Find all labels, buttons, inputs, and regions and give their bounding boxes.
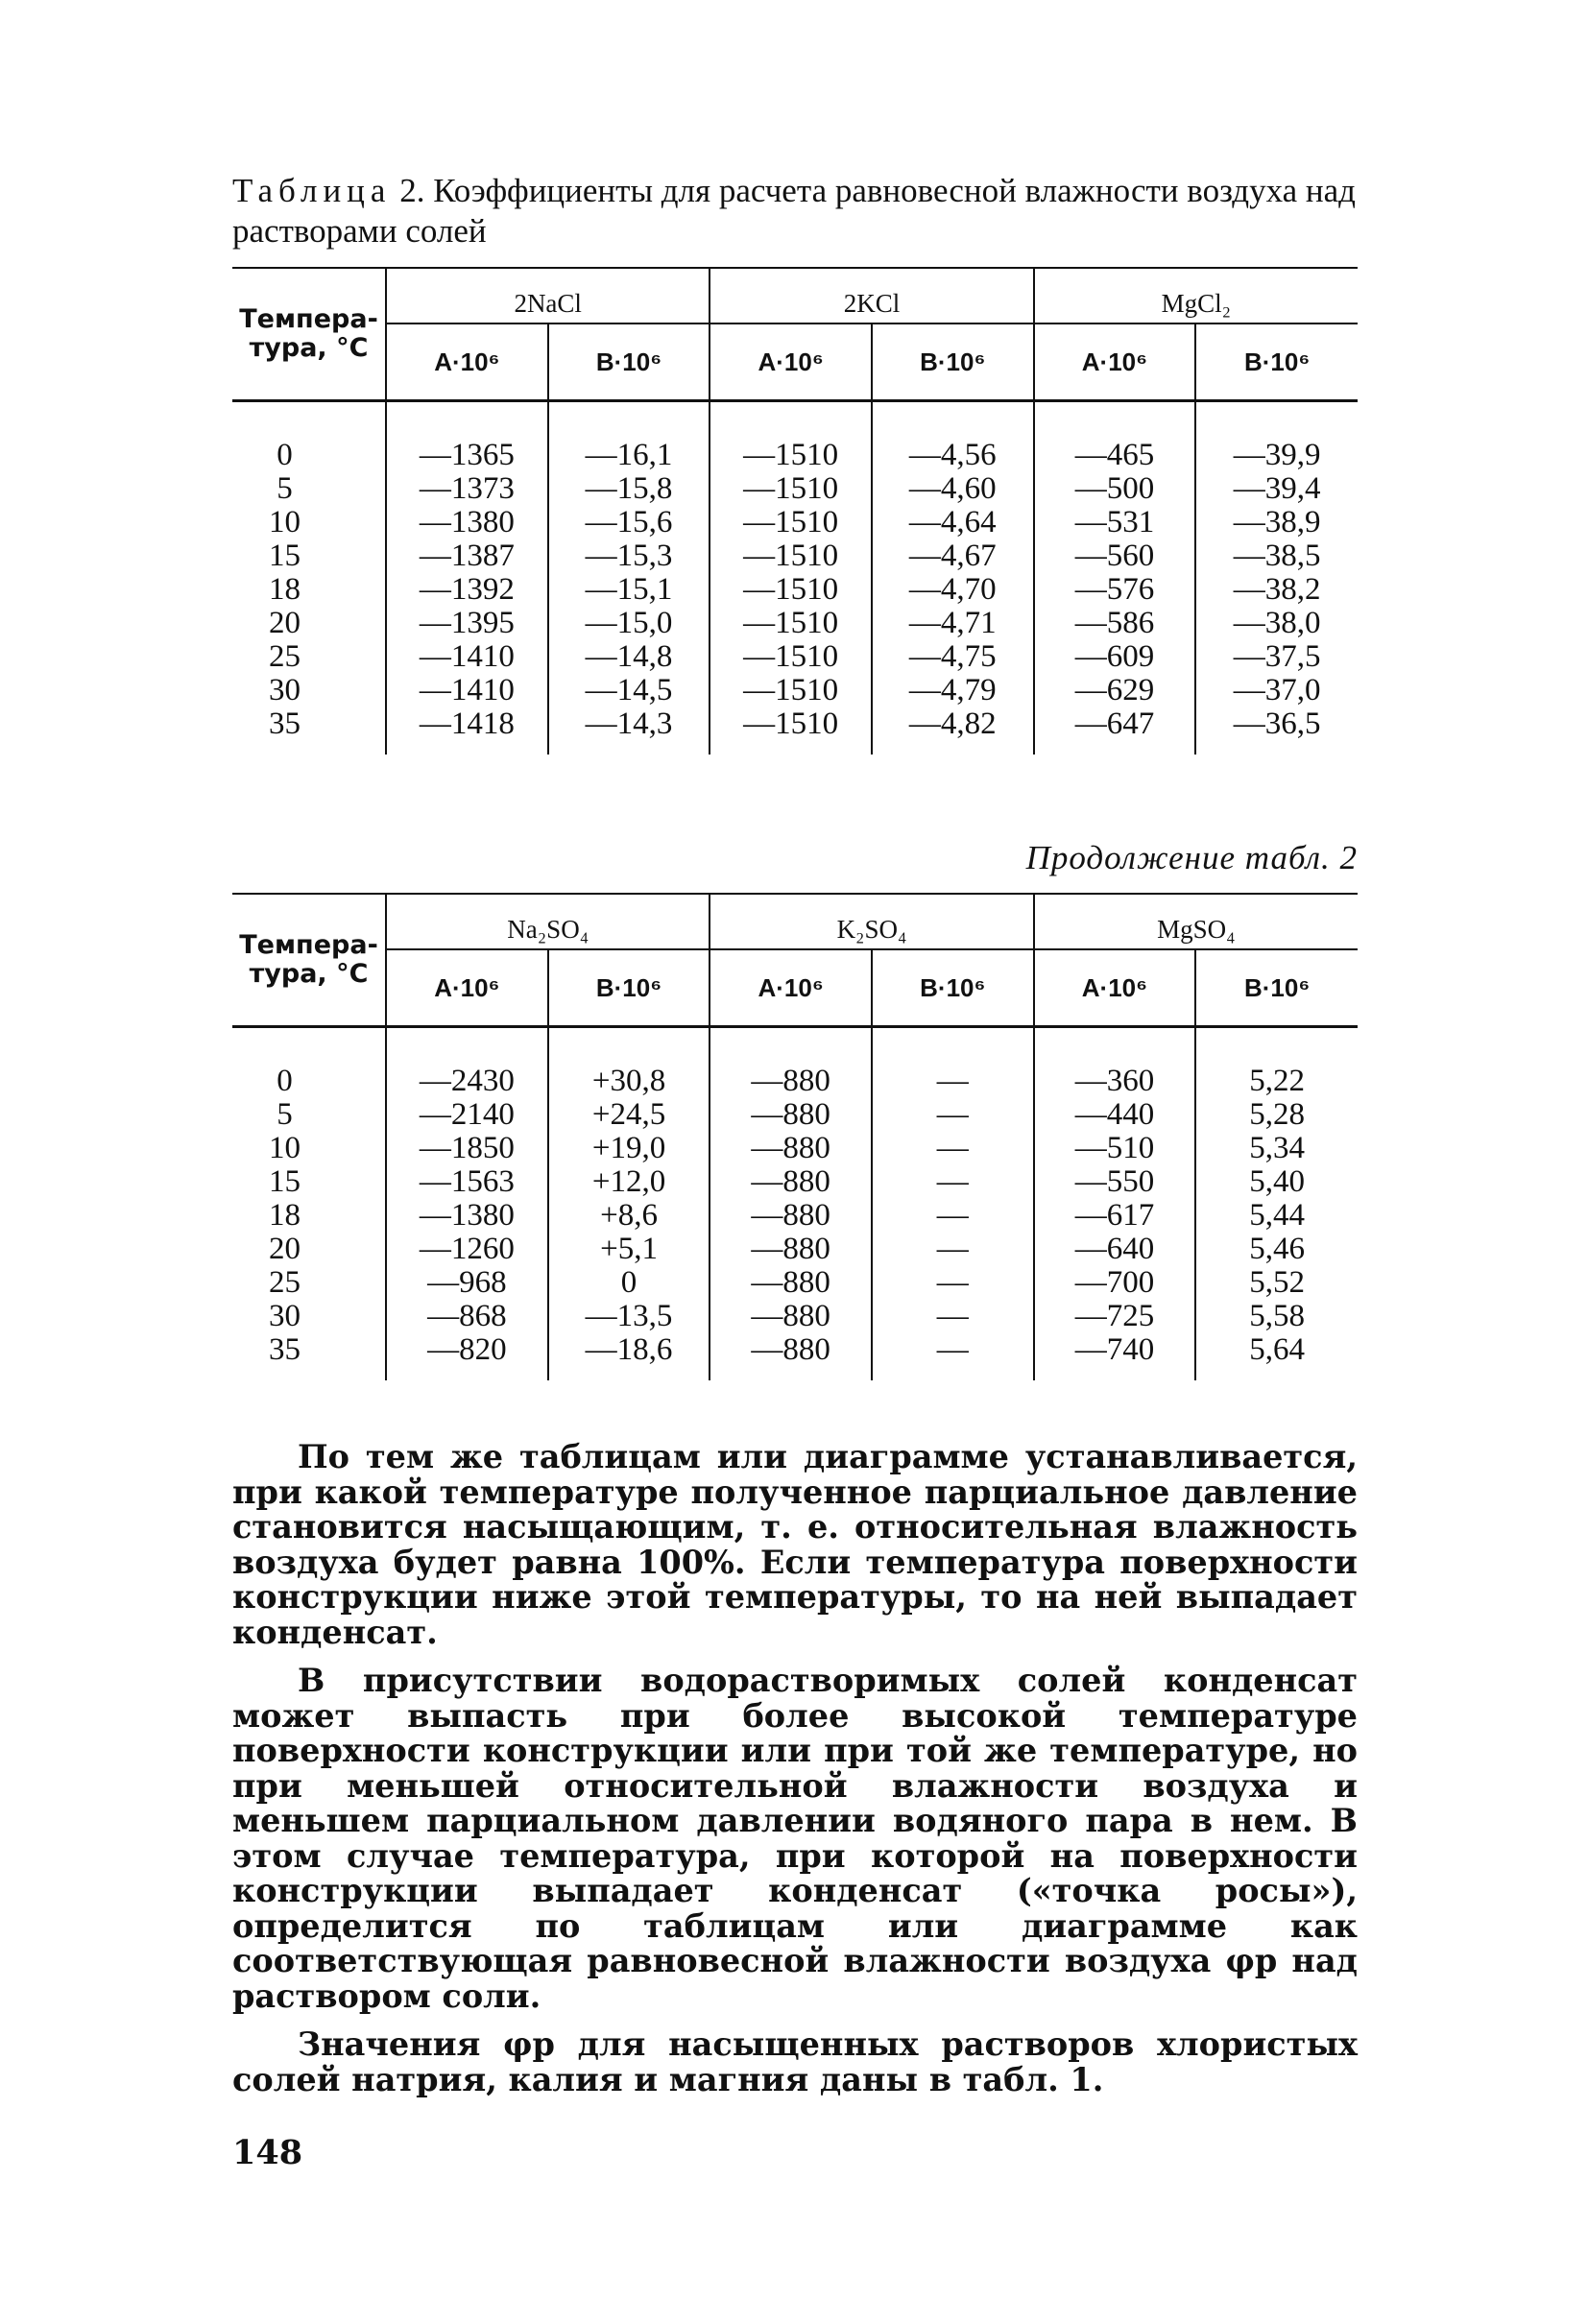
value-cell: —740 xyxy=(1034,1333,1196,1380)
value-cell: —1510 xyxy=(710,573,872,607)
value-cell: 0 xyxy=(548,1266,710,1300)
value-cell: —531 xyxy=(1034,506,1196,539)
value-cell: —39,4 xyxy=(1233,471,1321,506)
value-cell: +8,6 xyxy=(548,1199,710,1233)
value-cell: —14,3 xyxy=(548,707,710,755)
value-cell: —4,79 xyxy=(872,674,1034,707)
coef-a-header: A·10⁶ xyxy=(710,323,872,401)
value-cell: —37,5 xyxy=(1233,639,1321,674)
value-cell: —1418 xyxy=(386,707,548,755)
value-cell: —820 xyxy=(386,1333,548,1380)
value-cell: —1387 xyxy=(386,539,548,573)
table-1 xyxy=(232,267,1358,755)
coef-a-header: A·10⁶ xyxy=(386,949,548,1027)
body-text xyxy=(232,1440,1358,2111)
value-cell: —4,82 xyxy=(872,707,1034,755)
value-cell: 5,64 xyxy=(1249,1332,1305,1367)
value-cell: —4,71 xyxy=(872,607,1034,640)
value-cell: —37,0 xyxy=(1233,673,1321,707)
temperature-cell: 20 xyxy=(232,607,386,640)
value-cell: —586 xyxy=(1034,607,1196,640)
value-cell: — xyxy=(872,1233,1034,1266)
value-cell: —510 xyxy=(1034,1132,1196,1165)
coef-a-header: A·10⁶ xyxy=(1034,323,1196,401)
value-cell: —1392 xyxy=(386,573,548,607)
value-cell: —1563 xyxy=(386,1165,548,1199)
value-cell: —38,0 xyxy=(1233,606,1321,640)
temperature-cell: 18 xyxy=(232,1199,386,1233)
value-cell: —880 xyxy=(710,1199,872,1233)
table-row xyxy=(232,707,1358,755)
table-row xyxy=(232,1165,1358,1199)
salt-header: K₂SO₄ xyxy=(710,894,1033,949)
value-cell: —647 xyxy=(1034,707,1196,755)
continuation-label: Продолжение табл. 2 xyxy=(1025,839,1358,876)
paragraph: В присутствии водорастворимых солей конденсат может выпасть при более высокой температуре поверхности конструкции или при той же температуре, но при меньшей относительной влажности воздуха и меньшем парциальном давлении водяного пара в нем. В этом случае температура, при которой на поверхности конструкции выпадает конденсат («точка росы»), определится по таблицам или диаграмме как соответствующая равновесной влажности воздуха φр над раствором соли. xyxy=(232,1662,1358,2015)
value-cell: —4,64 xyxy=(872,506,1034,539)
coef-b-header: B·10⁶ xyxy=(1195,323,1358,401)
table-row xyxy=(232,506,1358,539)
value-cell: —1410 xyxy=(386,640,548,674)
value-cell: —1365 xyxy=(386,401,548,473)
value-cell: —700 xyxy=(1034,1266,1196,1300)
page-number: 148 xyxy=(232,2133,303,2172)
value-cell: —1510 xyxy=(710,506,872,539)
temperature-header: Темпера-тура, °С xyxy=(232,894,386,1027)
value-cell: +30,8 xyxy=(548,1027,710,1099)
value-cell: —4,60 xyxy=(872,472,1034,506)
value-cell: —1380 xyxy=(386,506,548,539)
table-row xyxy=(232,640,1358,674)
value-cell: —1395 xyxy=(386,607,548,640)
value-cell: —880 xyxy=(710,1132,872,1165)
value-cell: — xyxy=(872,1098,1034,1132)
coef-b-header: B·10⁶ xyxy=(548,323,710,401)
value-cell: — xyxy=(872,1199,1034,1233)
value-cell: —15,3 xyxy=(548,539,710,573)
table-body xyxy=(232,1027,1358,1381)
value-cell: —38,9 xyxy=(1233,505,1321,539)
value-cell: 5,52 xyxy=(1249,1265,1305,1300)
value-cell: —880 xyxy=(710,1300,872,1333)
salt-header: MgCl₂ xyxy=(1034,268,1358,323)
value-cell: —39,9 xyxy=(1233,438,1321,472)
table-row xyxy=(232,1132,1358,1165)
value-cell: —868 xyxy=(386,1300,548,1333)
value-cell: —440 xyxy=(1034,1098,1196,1132)
table-2 xyxy=(232,893,1358,1380)
value-cell: —4,67 xyxy=(872,539,1034,573)
salt-header: MgSO₄ xyxy=(1034,894,1358,949)
value-cell: —880 xyxy=(710,1027,872,1099)
coef-a-header: A·10⁶ xyxy=(1034,949,1196,1027)
value-cell: — xyxy=(872,1266,1034,1300)
temperature-cell: 30 xyxy=(232,1300,386,1333)
value-cell: —576 xyxy=(1034,573,1196,607)
value-cell: —4,56 xyxy=(872,401,1034,473)
coef-b-header: B·10⁶ xyxy=(548,949,710,1027)
temperature-cell: 35 xyxy=(232,1333,386,1380)
value-cell: — xyxy=(872,1300,1034,1333)
value-cell: —500 xyxy=(1034,472,1196,506)
value-cell: —2430 xyxy=(386,1027,548,1099)
caption-label: Таблица xyxy=(232,172,392,209)
value-cell: —13,5 xyxy=(548,1300,710,1333)
coef-b-header: B·10⁶ xyxy=(872,949,1034,1027)
temperature-cell: 25 xyxy=(232,640,386,674)
value-cell: —1850 xyxy=(386,1132,548,1165)
value-cell: — xyxy=(872,1132,1034,1165)
value-cell: —880 xyxy=(710,1266,872,1300)
value-cell: +5,1 xyxy=(548,1233,710,1266)
value-cell: —15,0 xyxy=(548,607,710,640)
value-cell: —550 xyxy=(1034,1165,1196,1199)
temperature-cell: 30 xyxy=(232,674,386,707)
value-cell: 5,28 xyxy=(1249,1097,1305,1132)
temperature-cell: 18 xyxy=(232,573,386,607)
value-cell: —1510 xyxy=(710,640,872,674)
temperature-cell: 0 xyxy=(232,1027,386,1099)
temperature-cell: 20 xyxy=(232,1233,386,1266)
value-cell: —880 xyxy=(710,1233,872,1266)
coef-a-header: A·10⁶ xyxy=(710,949,872,1027)
value-cell: —1260 xyxy=(386,1233,548,1266)
value-cell: —360 xyxy=(1034,1027,1196,1099)
value-cell: +19,0 xyxy=(548,1132,710,1165)
table-row xyxy=(232,573,1358,607)
value-cell: —36,5 xyxy=(1233,707,1321,741)
value-cell: —880 xyxy=(710,1333,872,1380)
value-cell: —15,1 xyxy=(548,573,710,607)
temperature-cell: 5 xyxy=(232,1098,386,1132)
coef-b-header: B·10⁶ xyxy=(1195,949,1358,1027)
value-cell: —1510 xyxy=(710,539,872,573)
value-cell: —640 xyxy=(1034,1233,1196,1266)
value-cell: — xyxy=(872,1165,1034,1199)
value-cell: — xyxy=(872,1027,1034,1099)
value-cell: —1373 xyxy=(386,472,548,506)
value-cell: —1510 xyxy=(710,607,872,640)
value-cell: —4,75 xyxy=(872,640,1034,674)
table-row xyxy=(232,1233,1358,1266)
table-row xyxy=(232,472,1358,506)
table-row xyxy=(232,539,1358,573)
value-cell: —15,6 xyxy=(548,506,710,539)
value-cell: —725 xyxy=(1034,1300,1196,1333)
value-cell: —14,5 xyxy=(548,674,710,707)
temperature-cell: 35 xyxy=(232,707,386,755)
temperature-cell: 10 xyxy=(232,506,386,539)
value-cell: —1510 xyxy=(710,472,872,506)
table-body xyxy=(232,401,1358,755)
table-row xyxy=(232,607,1358,640)
temperature-cell: 15 xyxy=(232,539,386,573)
value-cell: —38,5 xyxy=(1233,539,1321,573)
value-cell: 5,46 xyxy=(1249,1232,1305,1266)
table-row xyxy=(232,1098,1358,1132)
value-cell: 5,58 xyxy=(1249,1299,1305,1333)
value-cell: +12,0 xyxy=(548,1165,710,1199)
paragraph: Значения φр для насыщенных растворов хлористых солей натрия, калия и магния даны в табл. 1. xyxy=(232,2025,1358,2098)
coef-b-header: B·10⁶ xyxy=(872,323,1034,401)
temperature-cell: 10 xyxy=(232,1132,386,1165)
value-cell: 5,22 xyxy=(1249,1064,1305,1098)
value-cell: 5,40 xyxy=(1249,1164,1305,1199)
temperature-cell: 0 xyxy=(232,401,386,473)
salt-header: Na₂SO₄ xyxy=(386,894,710,949)
value-cell: —4,70 xyxy=(872,573,1034,607)
value-cell: —1380 xyxy=(386,1199,548,1233)
value-cell: —617 xyxy=(1034,1199,1196,1233)
table-caption xyxy=(232,171,1358,252)
value-cell: —2140 xyxy=(386,1098,548,1132)
value-cell: —560 xyxy=(1034,539,1196,573)
value-cell: 5,34 xyxy=(1249,1131,1305,1165)
caption-text: 2. Коэффициенты для расчета равновесной влажности воздуха над растворами солей xyxy=(232,172,1356,250)
value-cell: —1510 xyxy=(710,674,872,707)
value-cell: —465 xyxy=(1034,401,1196,473)
value-cell: 5,44 xyxy=(1249,1198,1305,1233)
temperature-cell: 5 xyxy=(232,472,386,506)
temperature-cell: 25 xyxy=(232,1266,386,1300)
value-cell: —14,8 xyxy=(548,640,710,674)
temperature-header: Темпера-тура, °С xyxy=(232,268,386,401)
table-row xyxy=(232,1199,1358,1233)
value-cell: — xyxy=(872,1333,1034,1380)
salt-header: 2NaCl xyxy=(386,268,710,323)
table-row xyxy=(232,1333,1358,1380)
value-cell: —1510 xyxy=(710,707,872,755)
value-cell: —38,2 xyxy=(1233,572,1321,607)
value-cell: —968 xyxy=(386,1266,548,1300)
value-cell: —1410 xyxy=(386,674,548,707)
value-cell: —629 xyxy=(1034,674,1196,707)
value-cell: +24,5 xyxy=(548,1098,710,1132)
value-cell: —18,6 xyxy=(548,1333,710,1380)
salt-header: 2KCl xyxy=(710,268,1033,323)
table-row xyxy=(232,1027,1358,1099)
value-cell: —609 xyxy=(1034,640,1196,674)
table-row xyxy=(232,674,1358,707)
temperature-cell: 15 xyxy=(232,1165,386,1199)
table-row xyxy=(232,401,1358,473)
table-row xyxy=(232,1266,1358,1300)
paragraph: По тем же таблицам или диаграмме устанавливается, при какой температуре полученное парциальное давление становится насыщающим, т. е. относительная влажность воздуха будет равна 100%. Если температура поверхности конструкции ниже этой температуры, то на ней выпадает конденсат. xyxy=(232,1438,1358,1651)
table-row xyxy=(232,1300,1358,1333)
value-cell: —880 xyxy=(710,1098,872,1132)
value-cell: —15,8 xyxy=(548,472,710,506)
value-cell: —880 xyxy=(710,1165,872,1199)
value-cell: —1510 xyxy=(710,401,872,473)
coef-a-header: A·10⁶ xyxy=(386,323,548,401)
value-cell: —16,1 xyxy=(548,401,710,473)
